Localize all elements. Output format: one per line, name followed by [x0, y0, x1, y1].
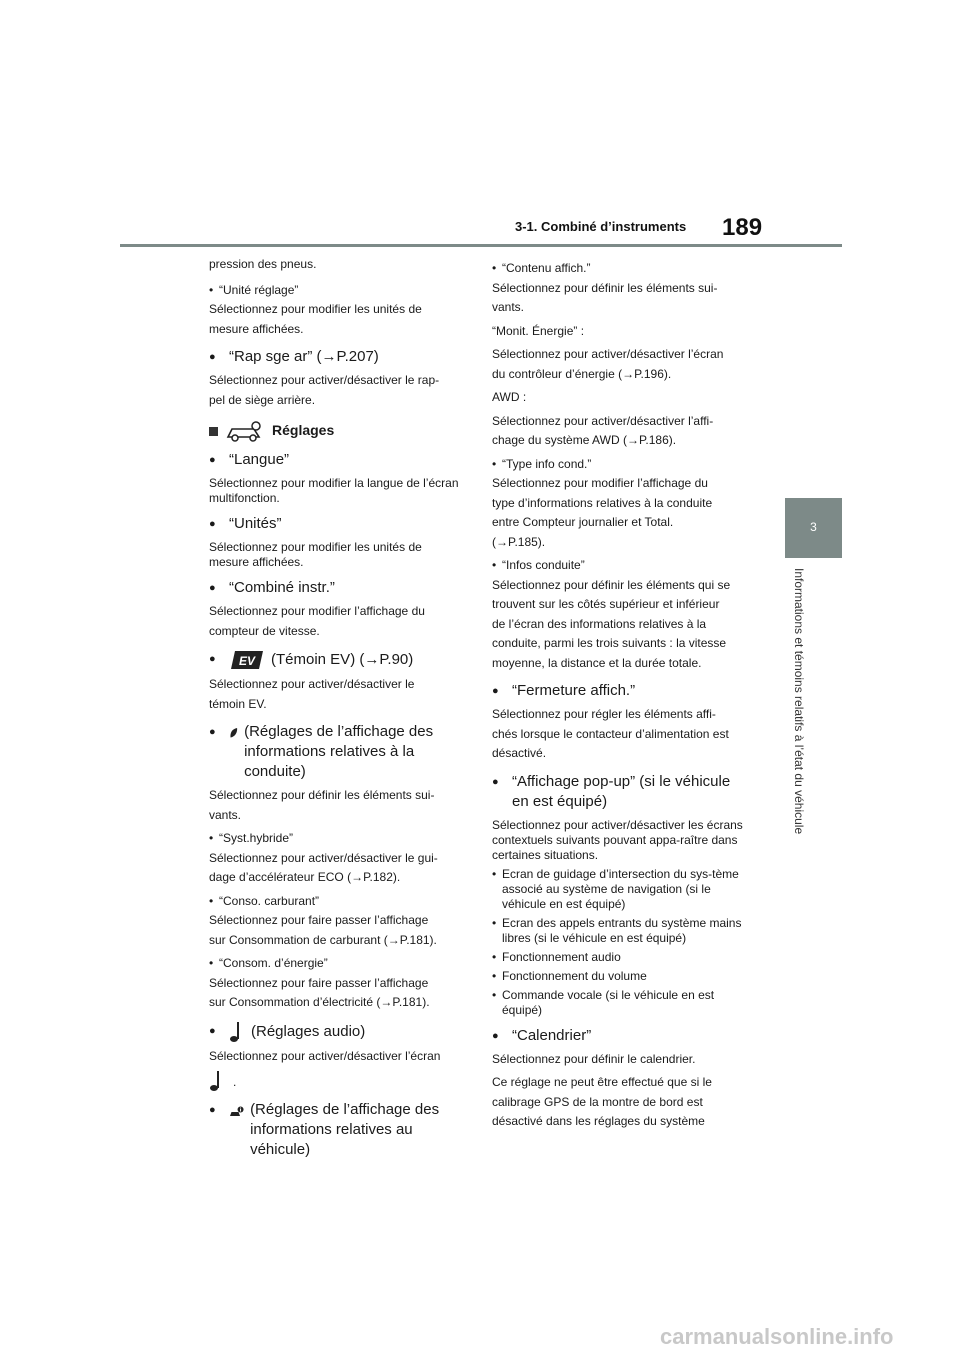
bullet-item-vehicle-info: [209, 1100, 461, 1160]
left-text: pression des pneus.: [209, 257, 317, 271]
right-text: de l’écran des informations relatives à la: [492, 616, 707, 631]
left-text: Sélectionnez pour activer/désactiver le gui-: [209, 850, 438, 865]
right-text: trouvent sur les côtés supérieur et inférieur: [492, 597, 720, 611]
list-item: • “Consom. d’énergie”: [209, 954, 461, 974]
leaf-icon: [229, 722, 238, 744]
heading-square: [209, 427, 218, 436]
bullet-item-ev: [209, 649, 461, 671]
right-text: conduite, parmi les trois suivants : la vitesse: [492, 636, 727, 650]
list-item: • “Contenu affich.”: [492, 259, 744, 279]
left-text: Sélectionnez pour modifier la langue de l’écran multifonction.: [209, 476, 459, 505]
left-text: pel de siège arrière.: [209, 392, 316, 407]
left-column: [209, 255, 461, 1160]
list-item: • “Conso. carburant”: [209, 892, 461, 912]
right-text: Sélectionnez pour activer/désactiver l’affi-: [492, 413, 714, 428]
right-text: Sélectionnez pour définir le calendrier.: [492, 1051, 696, 1066]
list-item: • Fonctionnement audio: [492, 950, 744, 965]
settings-car-icon: [226, 420, 264, 442]
right-text: entre Compteur journalier et Total.: [492, 515, 674, 529]
audio-inline: [209, 1070, 461, 1092]
left-text: Sélectionnez pour modifier les unités de: [209, 302, 422, 316]
list-item: • “Syst.hybride”: [209, 829, 461, 849]
right-text: chés lorsque le contacteur d’alimentation est: [492, 726, 729, 741]
right-text: du contrôleur d’énergie (→P.196).: [492, 366, 672, 381]
header-rule: [120, 244, 842, 247]
drive-info-label: ● (Réglages de l’affichage des informations relatives à la conduite): [244, 723, 434, 780]
right-text: calibrage GPS de la montre de bord est: [492, 1094, 703, 1109]
list-item: • Ecran des appels entrants du système mains libres (si le véhicule en est équipé): [492, 916, 744, 946]
list-item: • Fonctionnement du volume: [492, 969, 744, 984]
bullet-item: ● “Unités”: [209, 514, 461, 534]
audio-label: ● (Réglages audio): [251, 1022, 366, 1040]
side-tab-label: [790, 568, 810, 868]
left-text: Sélectionnez pour faire passer l’affichage: [209, 975, 429, 990]
right-text: “Monit. Énergie” :: [492, 323, 585, 338]
music-note-icon: [229, 1021, 245, 1043]
list-item: • “Unité réglage”: [209, 281, 461, 301]
list-item: • “Type info cond.”: [492, 455, 744, 475]
bullet-item: ● “Combiné instr.”: [209, 578, 461, 598]
right-text: désactivé dans les réglages du système: [492, 1114, 705, 1128]
right-column: [492, 255, 744, 1132]
left-text: dage d’accélérateur ECO (→P.182).: [209, 870, 401, 884]
left-text: mesure affichées.: [209, 321, 304, 336]
right-text: Sélectionnez pour modifier l’affichage du: [492, 476, 708, 490]
watermark: carmanualsonline.info: [660, 1324, 894, 1349]
right-text: vants.: [492, 300, 525, 314]
left-text: vants.: [209, 807, 242, 822]
side-tab-number: 3: [810, 520, 817, 534]
right-text: Sélectionnez pour activer/désactiver l’écran: [492, 347, 724, 361]
left-text: témoin EV.: [209, 696, 267, 711]
right-text: Sélectionnez pour définir les éléments sui-: [492, 280, 718, 295]
car-info-icon: [229, 1100, 244, 1124]
left-text: Sélectionnez pour activer/désactiver le rap-: [209, 373, 440, 387]
list-item: • Commande vocale (si le véhicule en est équipé): [492, 988, 744, 1018]
left-text: Sélectionnez pour activer/désactiver l’écran: [209, 1048, 441, 1063]
music-note-icon: [209, 1070, 225, 1092]
left-text: Sélectionnez pour faire passer l’affichage: [209, 913, 429, 927]
bullet-item: ● “Calendrier”: [492, 1026, 744, 1046]
bullet-item: ● “Affichage pop-up” (si le véhicule en est équipé): [492, 772, 744, 812]
left-text: Sélectionnez pour modifier les unités de mesure affichées.: [209, 540, 422, 569]
right-text: AWD :: [492, 390, 527, 404]
right-text: Sélectionnez pour définir les éléments qui se: [492, 577, 731, 592]
list-item: • Ecran de guidage d’intersection du sys-tème associé au système de navigation (si le véhicule en est équipé): [492, 867, 744, 912]
right-text: chage du système AWD (→P.186).: [492, 433, 677, 447]
side-tab-label-text: Informations et témoins relatifs à l’état du véhicule: [792, 568, 806, 835]
section-title: 3-1. Combiné d’instruments: [515, 219, 687, 234]
left-text: Sélectionnez pour définir les éléments sui-: [209, 788, 435, 802]
left-text: Sélectionnez pour modifier l’affichage du: [209, 604, 425, 618]
list-item: • “Infos conduite”: [492, 556, 744, 576]
bullet-item: ● “Fermeture affich.”: [492, 681, 744, 701]
right-text: type d’informations relatives à la conduite: [492, 495, 713, 510]
right-text: Ce réglage ne peut être effectué que si le: [492, 1075, 712, 1089]
right-text: Sélectionnez pour activer/désactiver les écrans contextuels suivants pouvant appa-raître dans certaines situations.: [492, 817, 743, 862]
ev-label: (Témoin EV) (→P.90): [271, 651, 414, 668]
svg-text:EV: ● EV: [239, 654, 256, 668]
bullet-item: ● “Rap sge ar” (→P.207): [209, 347, 461, 367]
bullet-item-audio: [209, 1021, 461, 1043]
left-text: sur Consommation d’électricité (→P.181).: [209, 995, 430, 1009]
left-text: .: [233, 1074, 237, 1089]
bullet-item: ● “Langue”: [209, 450, 461, 470]
right-text: désactivé.: [492, 746, 547, 760]
page-number: 189: [722, 214, 763, 241]
left-text: sur Consommation de carburant (→P.181).: [209, 932, 437, 947]
settings-heading: [209, 420, 461, 442]
bullet-item-drive-info: [209, 722, 461, 782]
right-text: moyenne, la distance et la durée totale.: [492, 655, 702, 670]
left-text: Sélectionnez pour activer/désactiver le: [209, 677, 415, 691]
right-text: (→P.185).: [492, 534, 546, 549]
ev-icon: [229, 649, 265, 671]
right-text: Sélectionnez pour régler les éléments affi-: [492, 707, 716, 721]
vehicle-info-label: ● (Réglages de l’affichage des informations relatives au véhicule): [250, 1101, 440, 1158]
left-text: compteur de vitesse.: [209, 623, 320, 638]
heading-label: Réglages: [272, 422, 335, 439]
